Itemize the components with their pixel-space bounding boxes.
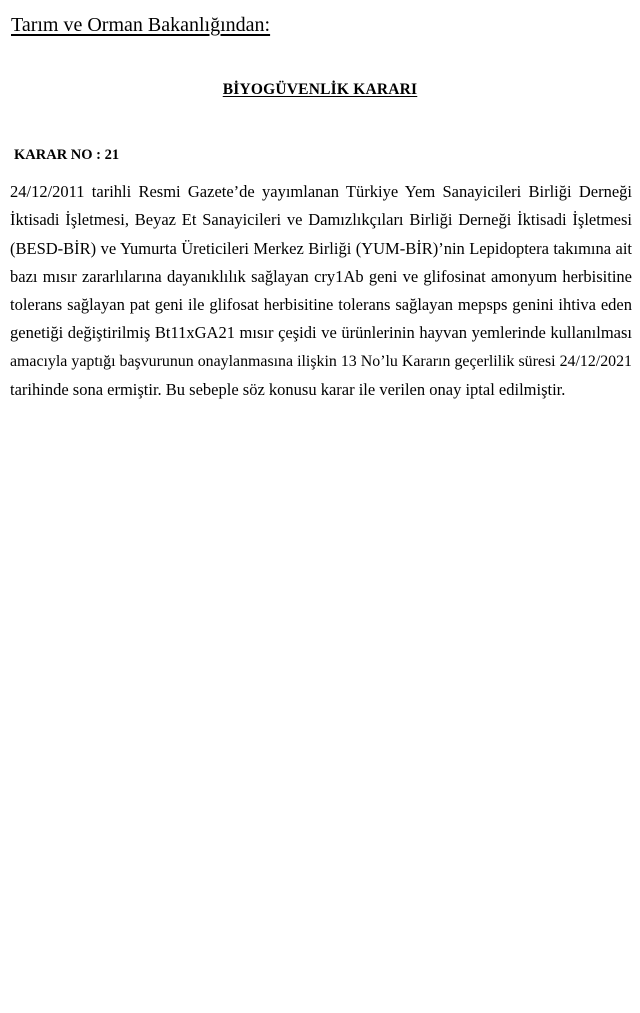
document-title: BİYOGÜVENLİK KARARI bbox=[222, 81, 418, 98]
body-line: İktisadi İşletmesi, Beyaz Et Sanayicileri ve Damızlıkçıları Birliği Derneği İktisadi İşletmesi bbox=[10, 210, 632, 230]
body-line: genetiği değiştirilmiş Bt11xGA21 mısır çeşidi ve ürünlerinin hayvan yemlerinde kullanılması bbox=[10, 323, 632, 343]
body-line: 24/12/2011 tarihli Resmi Gazete’de yayımlanan Türkiye Yem Sanayicileri Birliği Derneği bbox=[10, 182, 632, 201]
body-line: bazı mısır zararlılarına dayanıklılık sağlayan cry1Ab geni ve glifosinat amonyum herbisitine bbox=[10, 266, 632, 286]
decision-number: KARAR NO : 21 bbox=[14, 147, 120, 163]
body-line: (BESD-BİR) ve Yumurta Üreticileri Merkez Birliği (YUM-BİR)’nin Lepidoptera takımına ait bbox=[10, 238, 632, 258]
decision-body bbox=[10, 178, 632, 404]
body-line: tolerans sağlayan pat geni ile glifosat herbisitine tolerans sağlayan mepsps genini ihtiva eden bbox=[10, 295, 632, 315]
ministry-heading: Tarım ve Orman Bakanlığından: bbox=[11, 14, 271, 36]
body-line: tarihinde sona ermiştir. Bu sebeple söz konusu karar ile verilen onay iptal edilmiştir. bbox=[10, 380, 566, 400]
body-line: amacıyla yaptığı başvurunun onaylanmasına ilişkin 13 No’lu Kararın geçerlilik süresi 24/12/2021 bbox=[10, 352, 632, 370]
